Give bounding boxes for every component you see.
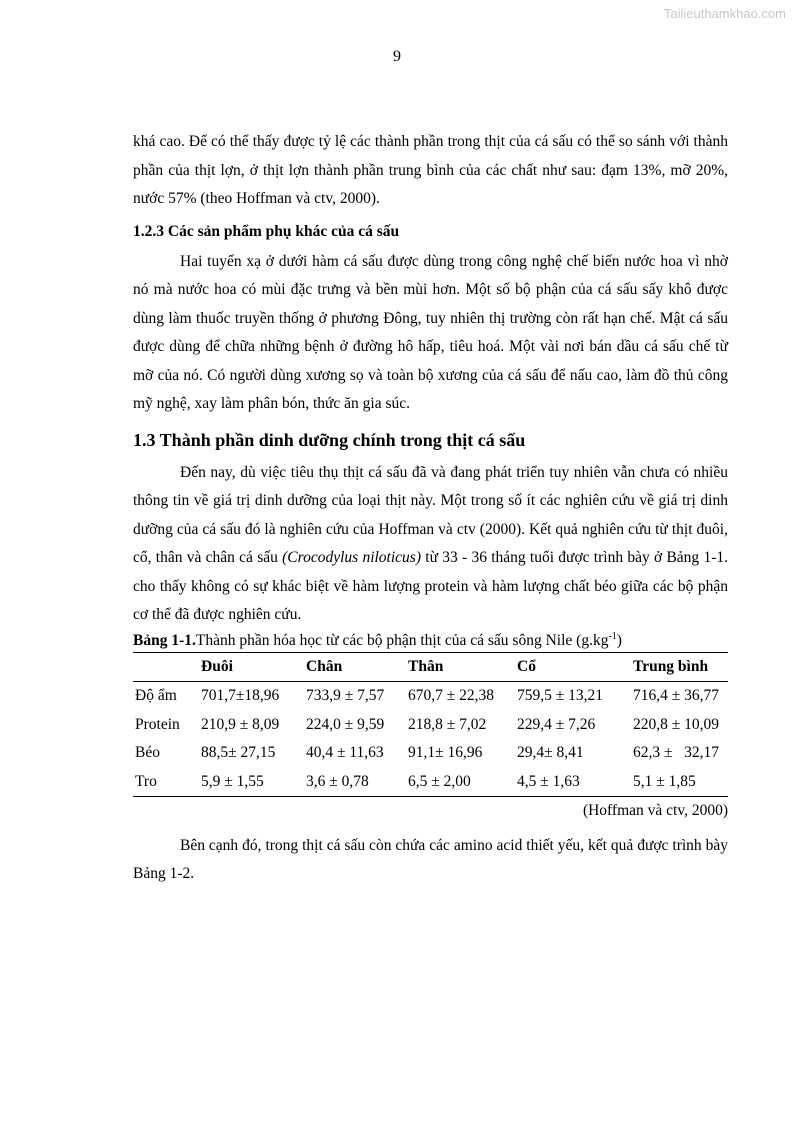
table-cell: 88,5± 27,15 (201, 744, 276, 761)
table-cell: 40,4 ± 11,63 (306, 744, 384, 761)
header-average: Trung bình (631, 652, 728, 682)
table-cell: 62,3 ± 32,17 (633, 744, 720, 761)
paragraph-byproducts: Hai tuyến xạ ở dưới hàm cá sấu được dùng trong công nghệ chế biến nước hoa vì nhờ nó mà nước hoa có mùi đặc trưng và bền mùi hơn. Một số bộ phận của cá sấu sấy khô được dùng làm thuốc truyền thống ở phương Đông, tuy nhiên thị trường còn rất hạn chế. Mật cá sấu được dùng để chữa những bệnh ở đường hô hấp, tiêu hoá. Một vài nơi bán dầu cá sấu chế từ mỡ của nó. Có người dùng xương sọ và toàn bộ xương của cá sấu để nấu cao, làm đồ thủ công mỹ nghệ, xay làm phân bón, thức ăn gia súc. (133, 252, 728, 412)
watermark: Tailieuthamkhao.com (663, 6, 786, 21)
header-blank (133, 652, 199, 682)
table-caption-superscript: -1 (608, 630, 617, 642)
table-row (133, 711, 728, 740)
header-neck: Cổ (515, 652, 631, 682)
row-label: Protein (135, 715, 180, 733)
table-cell: 6,5 ± 2,00 (408, 772, 471, 790)
row-label: Độ ẩm (135, 687, 177, 704)
table-cell: 701,7±18,96 (201, 687, 280, 704)
table-source-row (133, 797, 728, 826)
row-label: Tro (135, 772, 157, 790)
table-cell: 5,9 ± 1,55 (201, 772, 264, 790)
header-body: Thân (406, 652, 515, 682)
table-cell: 670,7 ± 22,38 (408, 687, 495, 704)
header-tail: Đuôi (199, 652, 304, 682)
table-cell: 224,0 ± 9,59 (306, 715, 385, 733)
table-cell: 220,8 ± 10,09 (633, 715, 720, 733)
table-row (133, 682, 728, 711)
table-cell: 5,1 ± 1,85 (633, 772, 696, 790)
composition-table (133, 652, 728, 826)
table-cell: 733,9 ± 7,57 (306, 687, 385, 704)
table-cell: 759,5 ± 13,21 (517, 687, 604, 704)
nutrition-text-part2: từ 33 - 36 tháng tuổi được trình bày ở Bảng 1-1. cho thấy không có sự khác biệt về hàm lượng protein và hàm lượng chất béo giữa các bộ phận cơ thể đã được nghiên cứu. (133, 549, 728, 623)
heading-section-1-2-3: 1.2.3 Các sản phẩm phụ khác của cá sấu (133, 222, 400, 240)
table-caption-text: Thành phần hóa học từ các bộ phận thịt của cá sấu sông Nile (g.kg (195, 631, 609, 649)
table-cell: 218,8 ± 7,02 (408, 715, 487, 733)
paragraph-nutrition (133, 459, 728, 630)
table-cell: 3,6 ± 0,78 (306, 772, 369, 790)
table-row (133, 768, 728, 797)
document-body (133, 128, 728, 889)
species-name: (Crocodylus niloticus) (282, 549, 421, 566)
paragraph-amino: Bên cạnh đó, trong thịt cá sấu còn chứa các amino acid thiết yếu, kết quả được trình bày Bảng 1-2. (133, 836, 728, 882)
header-leg: Chân (304, 652, 406, 682)
table-cell: 716,4 ± 36,77 (633, 687, 720, 704)
paragraph-intro: khá cao. Để có thể thấy được tỷ lệ các thành phần trong thịt của cá sấu có thể so sánh với thành phần của thịt lợn, ở thịt lợn thành phần trung bình của các chất như sau: đạm 13%, mỡ 20%, nước 57% (theo Hoffman và ctv, 2000). (133, 133, 728, 207)
table-caption-close: ) (616, 631, 622, 649)
heading-section-1-3: 1.3 Thành phần dinh dưỡng chính trong thịt cá sấu (133, 429, 526, 450)
page-number: 9 (393, 48, 401, 65)
table-row (133, 739, 728, 768)
table-cell: 229,4 ± 7,26 (517, 715, 596, 733)
table-cell: 210,9 ± 8,09 (201, 715, 280, 733)
table-header-row (133, 652, 728, 682)
table-caption (133, 630, 728, 652)
nutrition-text-part1: Đến nay, dù việc tiêu thụ thịt cá sấu đã và đang phát triển tuy nhiên vẫn chưa có nhiều thông tin về giá trị dinh dưỡng của loại thịt này. Một trong số ít các nghiên cứu về giá trị dinh dưỡng của cá sấu đó là nghiên cứu của Hoffman và ctv (2000). Kết quả nghiên cứu từ thịt đuôi, cổ, thân và chân cá sấu (133, 463, 728, 566)
table-cell: 4,5 ± 1,63 (517, 772, 580, 790)
table-source: (Hoffman và ctv, 2000) (133, 797, 728, 826)
table-cell: 91,1± 16,96 (408, 744, 483, 761)
row-label: Béo (135, 744, 160, 761)
table-cell: 29,4± 8,41 (517, 744, 584, 761)
table-caption-label: Bảng 1-1. (133, 631, 196, 649)
